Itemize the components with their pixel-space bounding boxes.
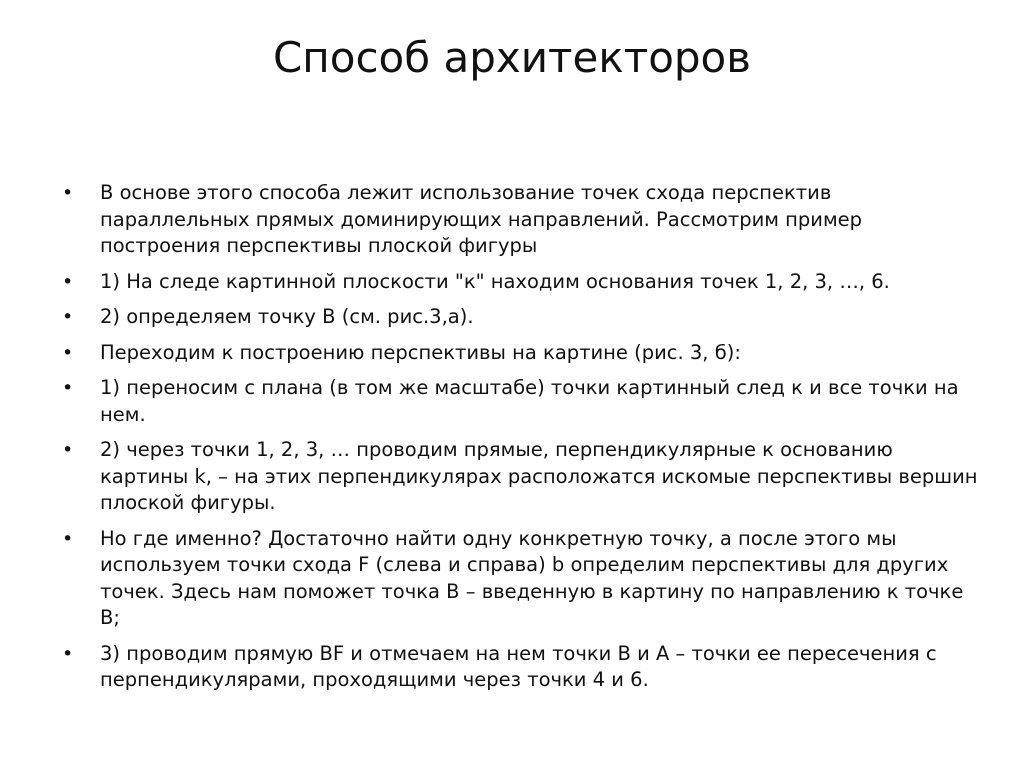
- bullet-marker: •: [62, 270, 74, 293]
- bullet-item-6: [56, 437, 986, 517]
- bullet-text: Переходим к построению перспективы на картине (рис. 3, б):: [100, 340, 741, 364]
- bullet-marker: •: [62, 642, 74, 665]
- slide-title: Способ архитекторов: [272, 33, 752, 82]
- bullet-text: 1) На следе картинной плоскости "к" находим основания точек 1, 2, 3, …, 6.: [100, 269, 890, 293]
- bullet-list: [56, 180, 986, 703]
- bullet-item-2: [56, 269, 986, 296]
- bullet-item-3: [56, 304, 986, 331]
- bullet-text: 2) через точки 1, 2, 3, … проводим прямые, перпендикулярные к основанию картины k, – на этих перпендикулярах расположатся искомые перспективы вершин плоской фигуры.: [100, 438, 978, 514]
- bullet-marker: •: [62, 377, 74, 399]
- bullet-text: 3) проводим прямую BF и отмечаем на нем точки B и A – точки ее пересечения с перпендикулярами, проходящими через точки 4 и 6.: [100, 641, 937, 691]
- bullet-marker: •: [62, 527, 74, 550]
- bullet-marker: •: [62, 182, 74, 204]
- bullet-item-8: [56, 641, 986, 694]
- bullet-item-7: [56, 526, 986, 632]
- bullet-item-5: [56, 375, 986, 428]
- bullet-item-4: [56, 340, 986, 367]
- bullet-marker: •: [62, 306, 74, 328]
- bullet-marker: •: [62, 439, 74, 461]
- bullet-text: 1) переносим с плана (в том же масштабе) точки картинный след к и все точки на нем.: [100, 376, 959, 426]
- bullet-text: В основе этого способа лежит использование точек схода перспектив параллельных прямых доминирующих направлений. Рассмотрим пример построения перспективы плоской фигуры: [100, 181, 863, 257]
- bullet-text: Но где именно? Достаточно найти одну конкретную точку, а после этого мы используем точки схода F (слева и справа) b определим перспективы для других точек. Здесь нам поможет точка B – введенную в картину по направлению к точке B;: [100, 526, 964, 629]
- bullet-item-1: [56, 180, 986, 260]
- bullet-marker: •: [62, 341, 74, 364]
- bullet-text: 2) определяем точку B (см. рис.3,а).: [100, 305, 474, 328]
